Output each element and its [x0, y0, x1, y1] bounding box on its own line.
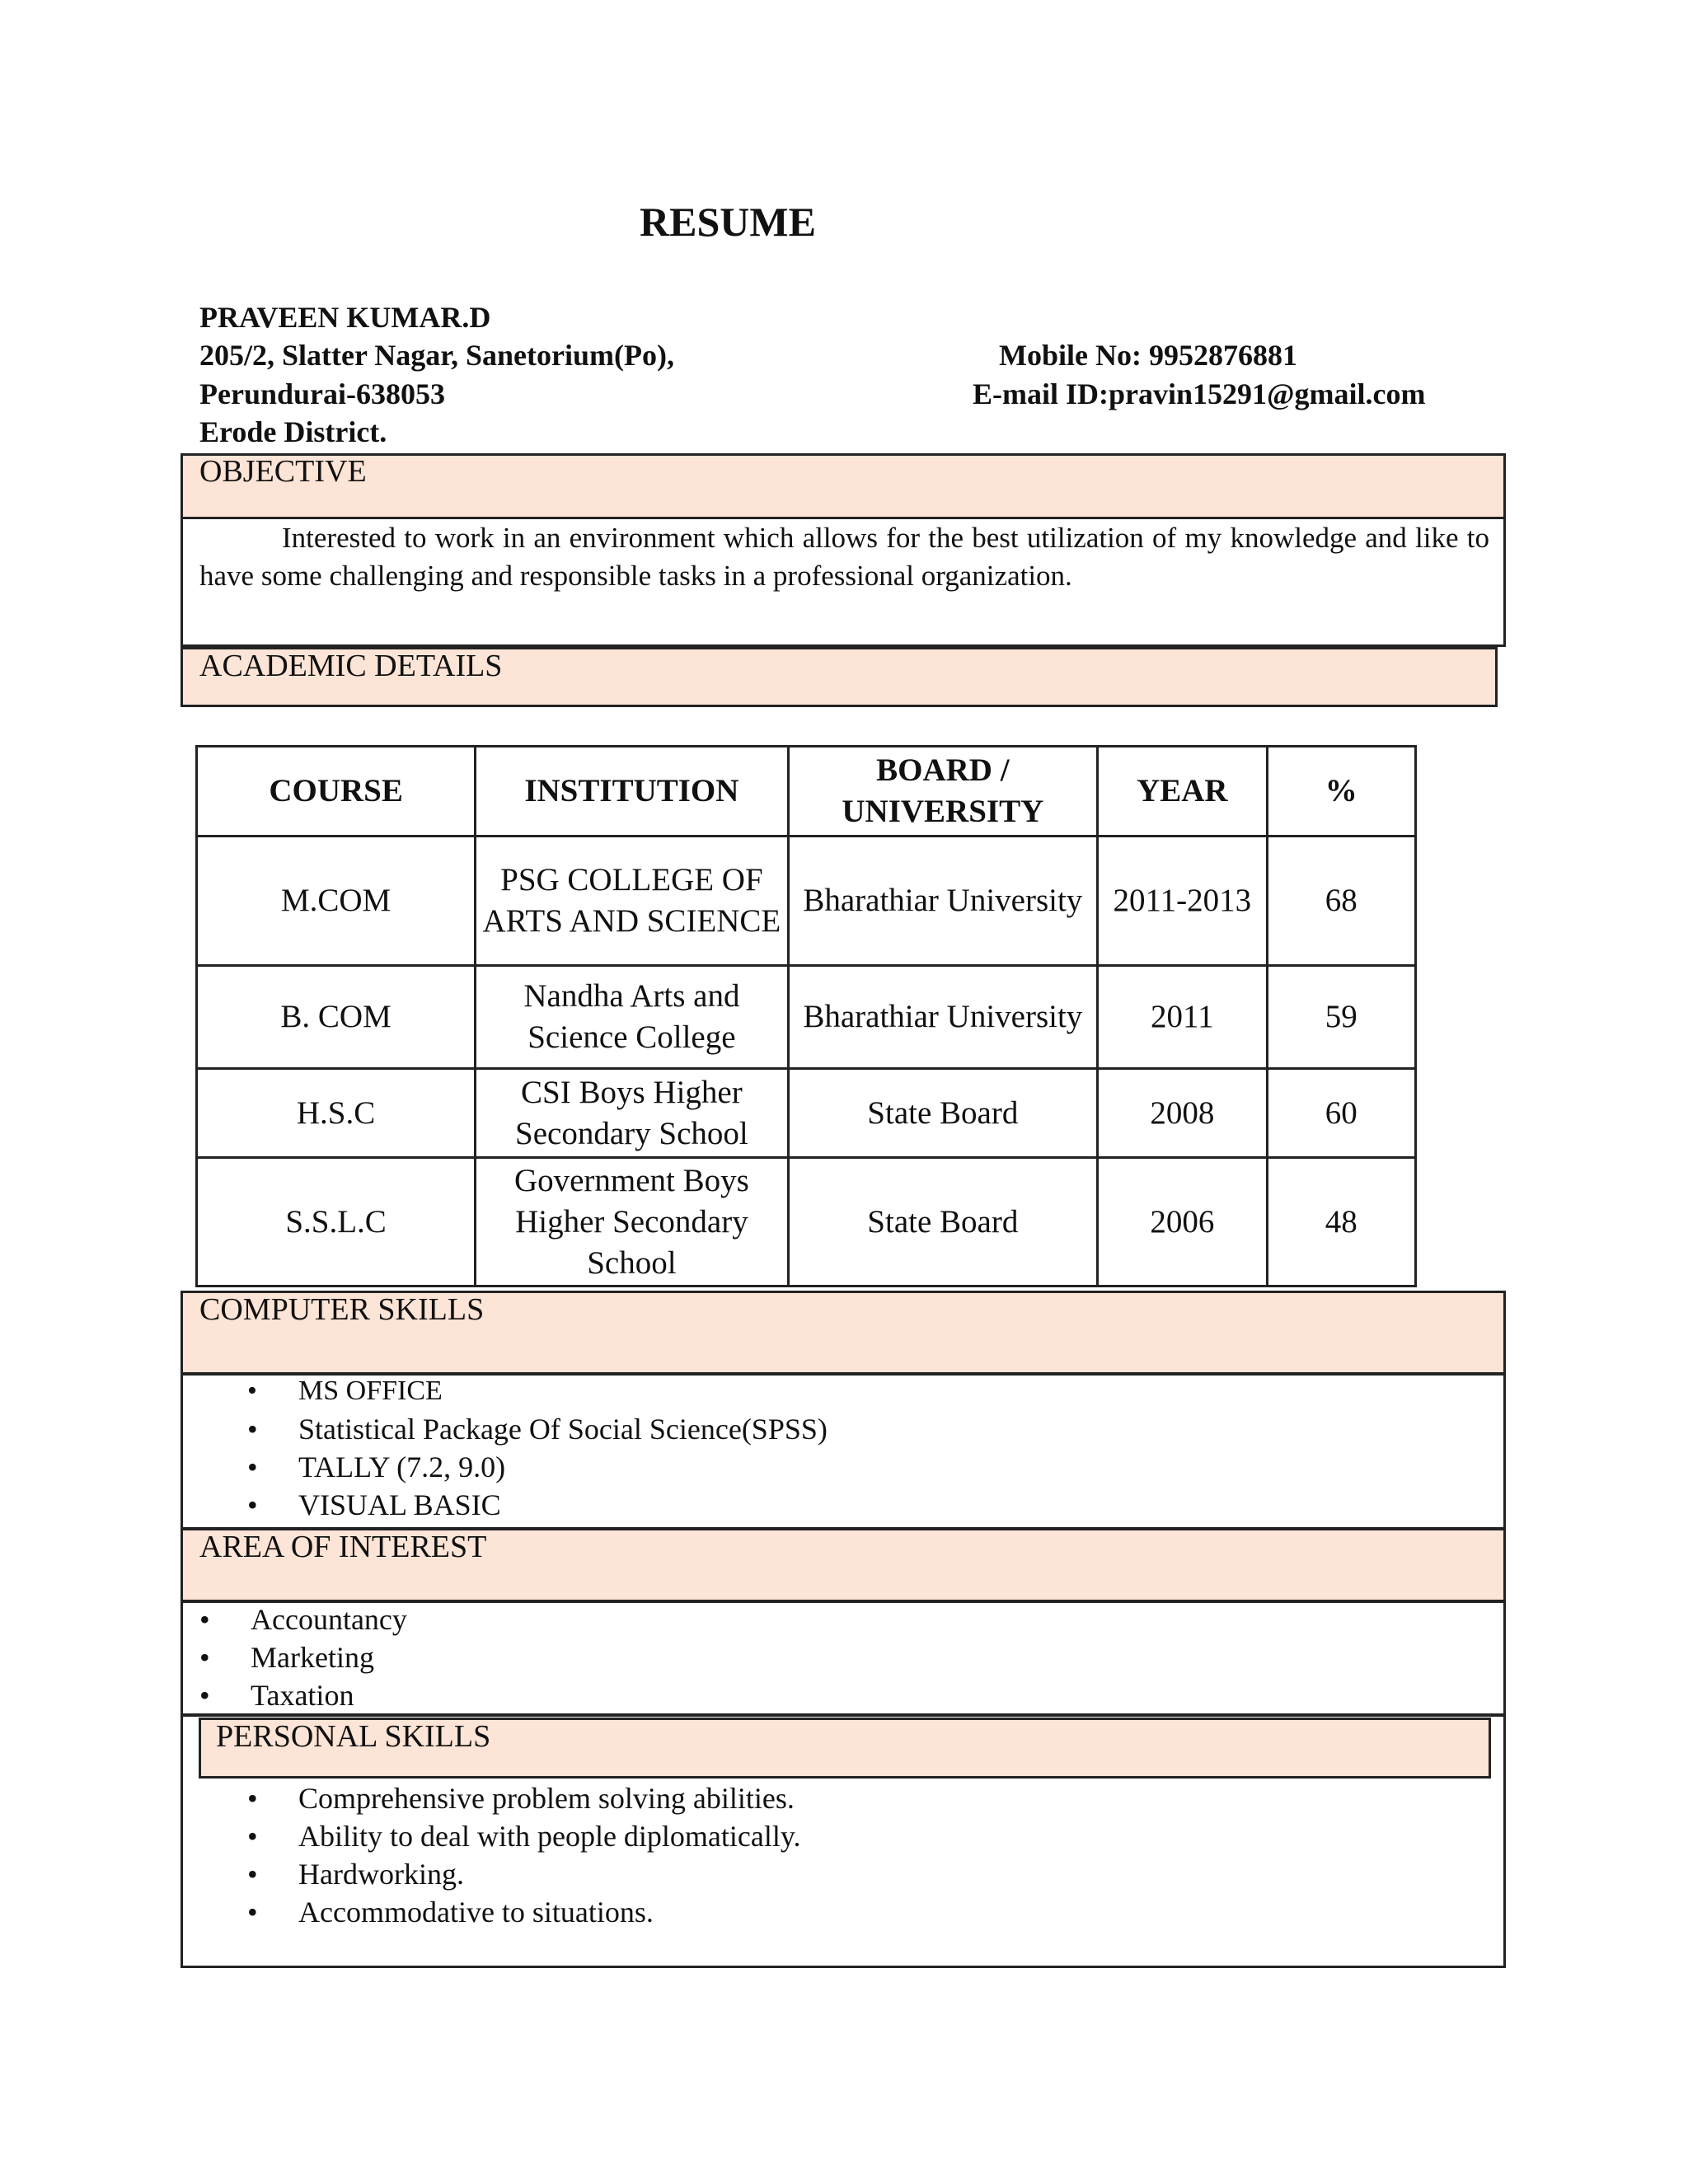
- email-address: E-mail ID:pravin15291@gmail.com: [973, 377, 1426, 410]
- list-item: • Ability to deal with people diplomatically.: [199, 1817, 801, 1855]
- board-cell: State Board: [788, 1158, 1097, 1286]
- list-item: • Hardworking.: [199, 1855, 801, 1893]
- board-cell: State Board: [788, 1069, 1097, 1158]
- column-header-board: BOARD / UNIVERSITY: [788, 747, 1097, 837]
- table-row: [197, 966, 1416, 1069]
- column-header-institution: INSTITUTION: [476, 747, 788, 837]
- percent-cell: 60: [1267, 1069, 1415, 1158]
- list-item: • MS OFFICE: [199, 1372, 828, 1410]
- percent-cell: 48: [1267, 1158, 1415, 1286]
- board-cell: Bharathiar University: [788, 966, 1097, 1069]
- objective-text: Interested to work in an environment which allows for the best utilization of my knowledge and like to have some challenging and responsible tasks in a professional organization.: [199, 522, 1489, 592]
- year-cell: 2011: [1098, 966, 1268, 1069]
- institution-cell: Government Boys Higher Secondary School: [476, 1158, 788, 1286]
- objective-heading-frame: [181, 453, 1506, 519]
- academic-heading: ACADEMIC DETAILS: [199, 649, 503, 683]
- page-title: RESUME: [640, 199, 816, 245]
- personal-skills-heading: PERSONAL SKILLS: [216, 1719, 491, 1754]
- year-cell: 2006: [1098, 1158, 1268, 1286]
- address-line-3: Erode District.: [199, 415, 387, 448]
- mobile-number: Mobile No: 9952876881: [999, 339, 1297, 372]
- list-item: • Marketing: [199, 1638, 407, 1676]
- academic-table: [195, 745, 1417, 1287]
- computer-skills-heading: COMPUTER SKILLS: [199, 1292, 485, 1327]
- board-cell: Bharathiar University: [788, 837, 1097, 966]
- list-item: • Accommodative to situations.: [199, 1893, 801, 1931]
- list-item: • Comprehensive problem solving abilities.: [199, 1779, 801, 1817]
- list-item: • TALLY (7.2, 9.0): [199, 1448, 828, 1486]
- course-cell: M.COM: [197, 837, 476, 966]
- percent-cell: 59: [1267, 966, 1415, 1069]
- table-row: [197, 837, 1416, 966]
- course-cell: H.S.C: [197, 1069, 476, 1158]
- personal-skills-list: [199, 1779, 801, 1931]
- course-cell: B. COM: [197, 966, 476, 1069]
- list-item: • Statistical Package Of Social Science(SPSS): [199, 1410, 828, 1448]
- interest-list: [199, 1601, 407, 1714]
- percent-cell: 68: [1267, 837, 1415, 966]
- column-header-year: YEAR: [1098, 747, 1268, 837]
- list-item: • VISUAL BASIC: [199, 1486, 828, 1524]
- academic-table-header-row: [197, 747, 1416, 837]
- address-line-1: 205/2, Slatter Nagar, Sanetorium(Po),: [199, 339, 674, 372]
- institution-cell: Nandha Arts and Science College: [476, 966, 788, 1069]
- column-header-course: COURSE: [197, 747, 476, 837]
- objective-heading: OBJECTIVE: [199, 454, 367, 489]
- interest-heading: AREA OF INTEREST: [199, 1530, 487, 1564]
- list-item: • Accountancy: [199, 1601, 407, 1638]
- column-header-percent: %: [1267, 747, 1415, 837]
- table-row: [197, 1158, 1416, 1286]
- course-cell: S.S.L.C: [197, 1158, 476, 1286]
- computer-skills-list: [199, 1372, 828, 1524]
- address-line-2: Perundurai-638053: [199, 377, 446, 410]
- institution-cell: PSG COLLEGE OF ARTS AND SCIENCE: [476, 837, 788, 966]
- table-row: [197, 1069, 1416, 1158]
- institution-cell: CSI Boys Higher Secondary School: [476, 1069, 788, 1158]
- year-cell: 2011-2013: [1098, 837, 1268, 966]
- candidate-name: PRAVEEN KUMAR.D: [199, 301, 491, 334]
- list-item: • Taxation: [199, 1676, 407, 1714]
- year-cell: 2008: [1098, 1069, 1268, 1158]
